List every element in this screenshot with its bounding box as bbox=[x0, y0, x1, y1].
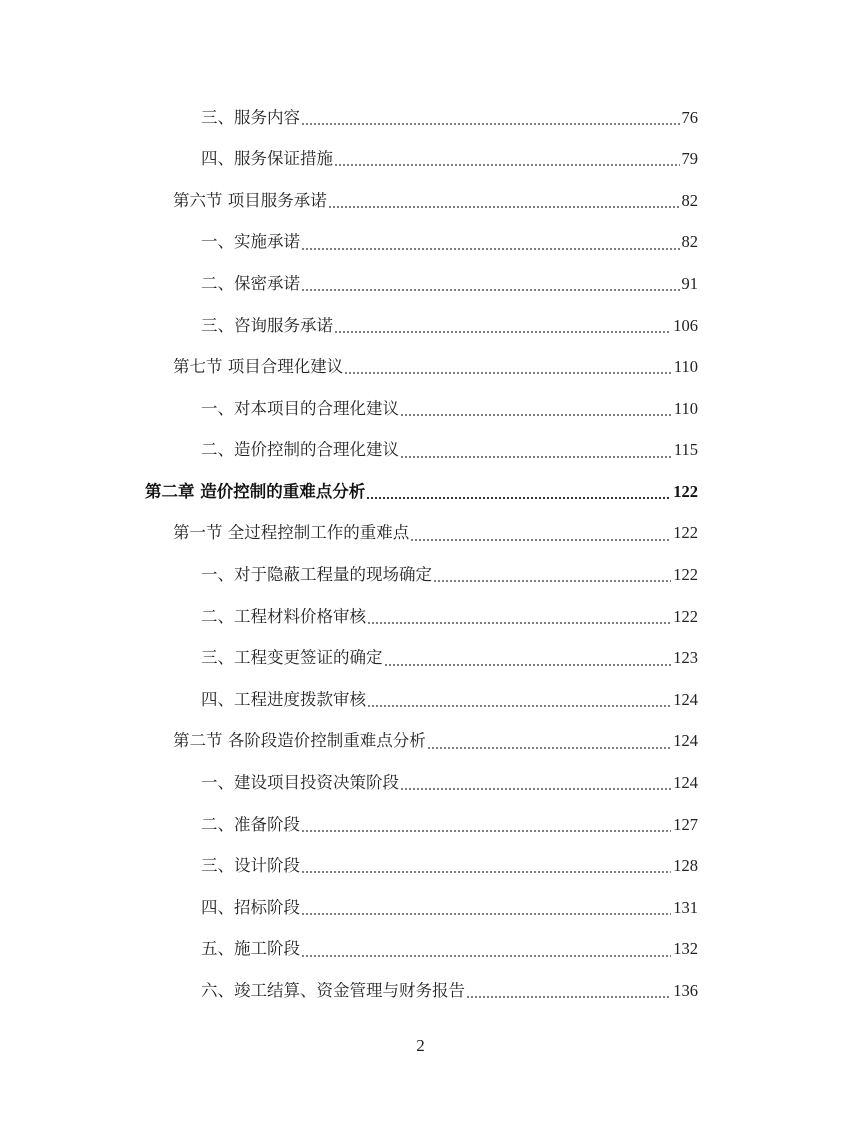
toc-entry-title: 四、服务保证措施 bbox=[201, 149, 333, 169]
toc-entry-page: 122 bbox=[673, 481, 698, 501]
toc-entry-page: 115 bbox=[673, 440, 698, 460]
toc-entry[interactable] bbox=[0, 347, 841, 389]
toc-dot-leader bbox=[334, 331, 671, 333]
toc-entry-title: 二、准备阶段 bbox=[201, 814, 300, 834]
toc-entry-title: 第二章 造价控制的重难点分析 bbox=[145, 481, 366, 501]
toc-entry-page: 123 bbox=[673, 648, 698, 668]
toc-entry[interactable] bbox=[0, 513, 841, 555]
toc-entry-title: 一、建设项目投资决策阶段 bbox=[201, 773, 399, 793]
toc-entry-title: 二、造价控制的合理化建议 bbox=[201, 440, 399, 460]
toc-entry-page: 82 bbox=[681, 190, 698, 210]
toc-entry[interactable] bbox=[0, 139, 841, 181]
toc-entry[interactable] bbox=[0, 887, 841, 929]
toc-dot-leader bbox=[384, 664, 672, 666]
toc-dot-leader bbox=[301, 913, 671, 915]
toc-entry-title: 第一节 全过程控制工作的重难点 bbox=[173, 523, 410, 543]
toc-dot-leader bbox=[400, 788, 671, 790]
toc-entry[interactable] bbox=[0, 763, 841, 805]
toc-entry-page: 76 bbox=[681, 107, 698, 127]
toc-dot-leader bbox=[466, 996, 671, 998]
toc-entry[interactable] bbox=[0, 430, 841, 472]
table-of-contents bbox=[0, 97, 841, 1012]
toc-entry-title: 三、咨询服务承诺 bbox=[201, 315, 333, 335]
toc-entry[interactable] bbox=[0, 970, 841, 1012]
toc-entry[interactable] bbox=[0, 929, 841, 971]
toc-dot-leader bbox=[301, 955, 671, 957]
toc-entry-title: 三、工程变更签证的确定 bbox=[201, 648, 383, 668]
toc-entry-page: 124 bbox=[673, 689, 698, 709]
toc-entry-title: 二、工程材料价格审核 bbox=[201, 606, 366, 626]
toc-entry-page: 106 bbox=[673, 315, 698, 335]
toc-dot-leader bbox=[400, 456, 672, 458]
toc-entry-page: 122 bbox=[673, 565, 698, 585]
toc-entry-page: 110 bbox=[673, 357, 698, 377]
toc-entry[interactable] bbox=[0, 388, 841, 430]
toc-dot-leader bbox=[334, 164, 680, 166]
toc-entry-page: 132 bbox=[673, 939, 698, 959]
toc-entry[interactable] bbox=[0, 263, 841, 305]
toc-dot-leader bbox=[367, 622, 671, 624]
toc-entry-page: 91 bbox=[681, 273, 698, 293]
toc-entry-title: 一、实施承诺 bbox=[201, 232, 300, 252]
toc-entry-title: 一、对本项目的合理化建议 bbox=[201, 398, 399, 418]
toc-entry-title: 二、保密承诺 bbox=[201, 273, 300, 293]
toc-entry[interactable] bbox=[0, 804, 841, 846]
toc-entry-title: 三、服务内容 bbox=[201, 107, 300, 127]
toc-dot-leader bbox=[427, 747, 672, 749]
toc-entry-page: 124 bbox=[673, 731, 698, 751]
toc-dot-leader bbox=[328, 206, 680, 208]
page-number: 2 bbox=[416, 1036, 425, 1055]
toc-entry-title: 三、设计阶段 bbox=[201, 856, 300, 876]
toc-dot-leader bbox=[400, 414, 672, 416]
toc-dot-leader bbox=[367, 705, 671, 707]
toc-entry[interactable] bbox=[0, 97, 841, 139]
toc-chapter-entry[interactable] bbox=[0, 471, 841, 513]
toc-entry-title: 第六节 项目服务承诺 bbox=[173, 190, 327, 210]
toc-entry[interactable] bbox=[0, 638, 841, 680]
toc-entry-title: 六、竣工结算、资金管理与财务报告 bbox=[201, 981, 465, 1001]
toc-entry[interactable] bbox=[0, 305, 841, 347]
toc-dot-leader bbox=[410, 539, 671, 541]
toc-entry[interactable] bbox=[0, 180, 841, 222]
toc-entry[interactable] bbox=[0, 721, 841, 763]
toc-entry-page: 82 bbox=[681, 232, 698, 252]
toc-entry-page: 124 bbox=[673, 773, 698, 793]
toc-entry-title: 四、工程进度拨款审核 bbox=[201, 689, 366, 709]
toc-dot-leader bbox=[301, 248, 680, 250]
toc-entry-page: 122 bbox=[673, 523, 698, 543]
toc-entry-page: 136 bbox=[673, 981, 698, 1001]
toc-dot-leader bbox=[433, 580, 671, 582]
toc-dot-leader bbox=[301, 830, 671, 832]
toc-entry-title: 第七节 项目合理化建议 bbox=[173, 357, 344, 377]
toc-entry-title: 一、对于隐蔽工程量的现场确定 bbox=[201, 565, 432, 585]
toc-dot-leader bbox=[344, 372, 672, 374]
toc-entry-page: 122 bbox=[673, 606, 698, 626]
toc-entry-page: 127 bbox=[673, 814, 698, 834]
toc-entry[interactable] bbox=[0, 222, 841, 264]
toc-entry-title: 五、施工阶段 bbox=[201, 939, 300, 959]
toc-dot-leader bbox=[366, 497, 671, 499]
toc-entry[interactable] bbox=[0, 555, 841, 597]
toc-entry-page: 131 bbox=[673, 897, 698, 917]
toc-entry-page: 110 bbox=[673, 398, 698, 418]
toc-dot-leader bbox=[301, 123, 680, 125]
toc-dot-leader bbox=[301, 289, 680, 291]
toc-entry-title: 四、招标阶段 bbox=[201, 897, 300, 917]
toc-entry-page: 79 bbox=[681, 149, 698, 169]
toc-dot-leader bbox=[301, 871, 671, 873]
toc-entry[interactable] bbox=[0, 596, 841, 638]
toc-entry-page: 128 bbox=[673, 856, 698, 876]
toc-entry-title: 第二节 各阶段造价控制重难点分析 bbox=[173, 731, 426, 751]
toc-entry[interactable] bbox=[0, 679, 841, 721]
toc-entry[interactable] bbox=[0, 846, 841, 888]
